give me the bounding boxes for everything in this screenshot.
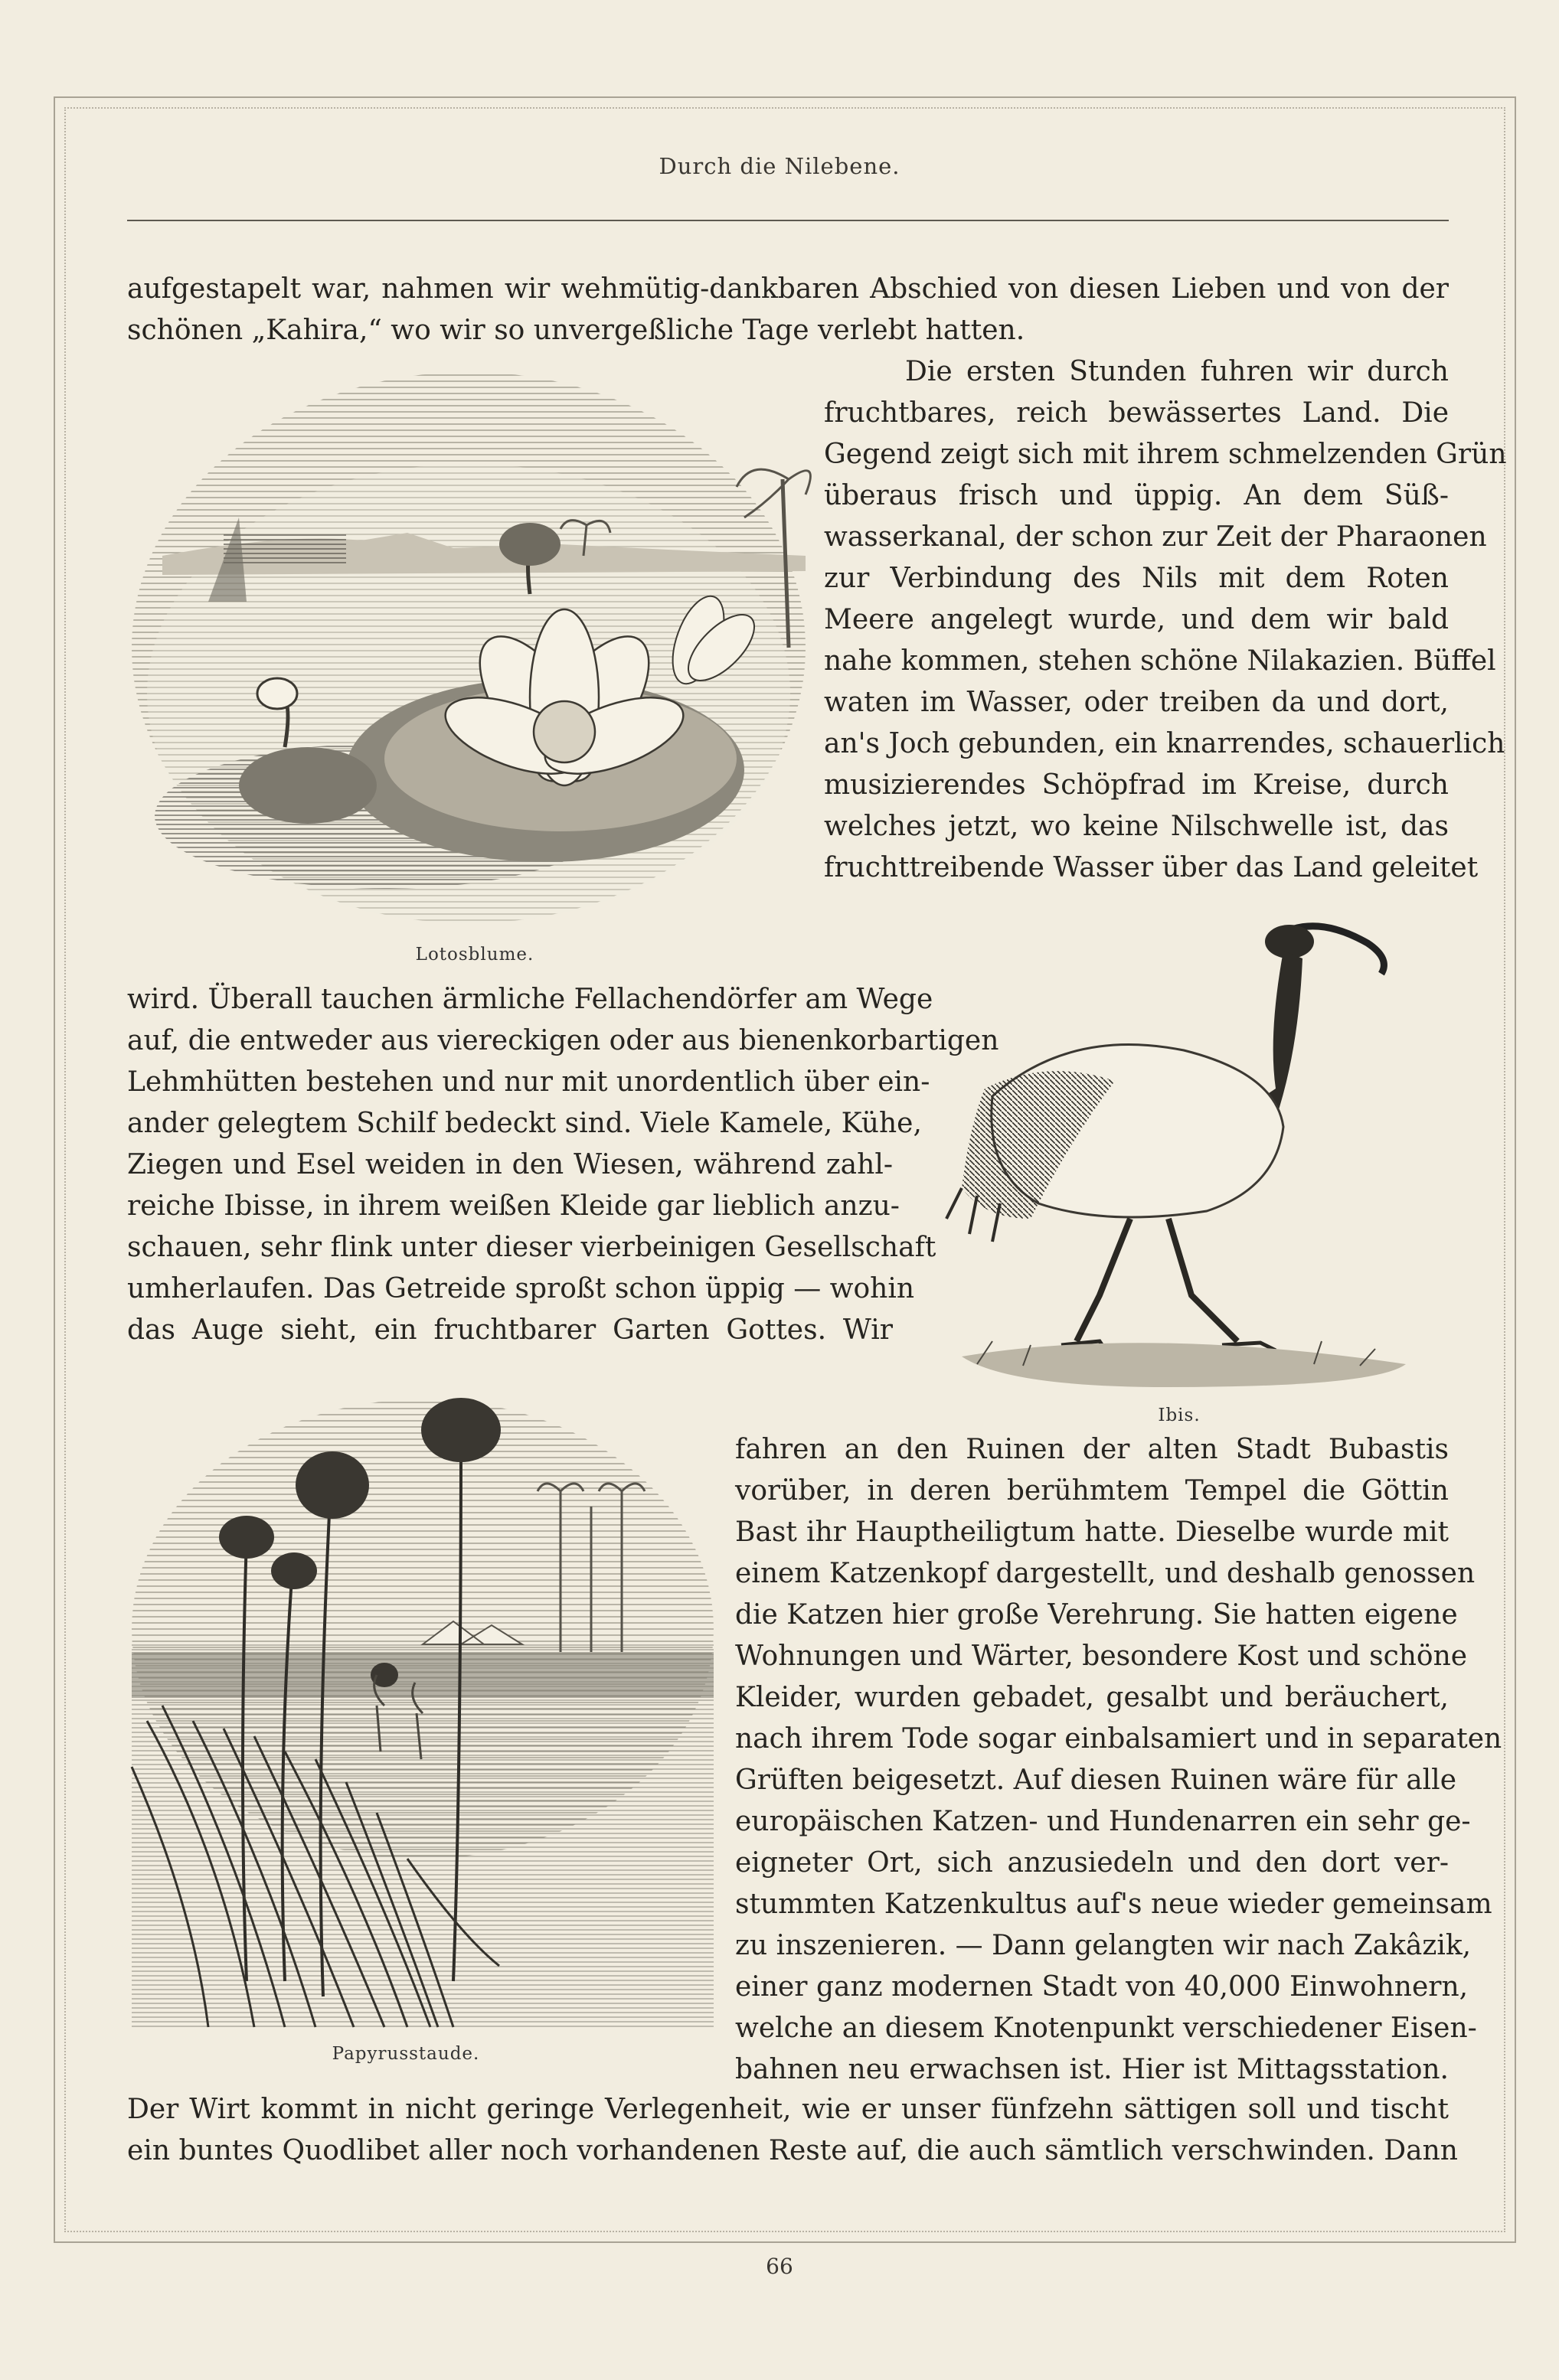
lotus-illustration — [132, 372, 815, 932]
text-line: welches jetzt, wo keine Nilschwelle ist, das — [824, 811, 1449, 842]
text-line: schönen „Kahira,“ wo wir so unvergeßliche Tage verlebt hatten. — [127, 315, 1025, 346]
text-line: einem Katzenkopf dargestellt, und deshalb genossen — [735, 1558, 1476, 1589]
text-line: überaus frisch und üppig. An dem Süß- — [824, 480, 1449, 511]
text-line: reiche Ibisse, in ihrem weißen Kleide gar lieblich anzu- — [127, 1190, 900, 1222]
text-line: umherlaufen. Das Getreide sproßt schon üppig — wohin — [127, 1273, 915, 1304]
text-line: Die ersten Stunden fuhren wir durch — [905, 356, 1449, 387]
text-line: Kleider, wurden gebadet, gesalbt und beräuchert, — [735, 1682, 1449, 1713]
text-line: zu inszenieren. — Dann gelangten wir nach Zakâzik, — [735, 1930, 1472, 1961]
text-line: die Katzen hier große Verehrung. Sie hatten eigene — [735, 1599, 1458, 1631]
text-line: Der Wirt kommt in nicht geringe Verlegenheit, wie er unser fünfzehn sättigen soll und tischt — [127, 2094, 1449, 2125]
text-line: bahnen neu erwachsen ist. Hier ist Mittagsstation. — [735, 2054, 1449, 2085]
text-line: wasserkanal, der schon zur Zeit der Pharaonen — [824, 521, 1487, 553]
text-line: Meere angelegt wurde, und dem wir bald — [824, 604, 1449, 635]
lotus-caption: Lotosblume. — [415, 945, 534, 965]
text-line: aufgestapelt war, nahmen wir wehmütig-dankbaren Abschied von diesen Lieben und von der — [127, 273, 1449, 305]
text-line: fahren an den Ruinen der alten Stadt Bubastis — [735, 1434, 1449, 1465]
text-line: europäischen Katzen- und Hundenarren ein sehr ge- — [735, 1806, 1471, 1837]
papyrus-caption: Papyrusstaude. — [332, 2044, 480, 2064]
text-line: stummten Katzenkultus auf's neue wieder gemeinsam — [735, 1889, 1492, 1920]
text-line: Wohnungen und Wärter, besondere Kost und schöne — [735, 1641, 1468, 1672]
ibis-illustration — [916, 897, 1421, 1402]
page-number: 66 — [766, 2254, 793, 2279]
text-line: nach ihrem Tode sogar einbalsamiert und in separaten — [735, 1723, 1502, 1755]
text-line: waten im Wasser, oder treiben da und dort, — [824, 687, 1449, 718]
text-line: ein buntes Quodlibet aller noch vorhandenen Reste auf, die auch sämtlich verschwinden. Dann — [127, 2135, 1458, 2166]
text-line: fruchtbares, reich bewässertes Land. Die — [824, 397, 1449, 429]
text-line: welche an diesem Knotenpunkt verschiedener Eisen- — [735, 2013, 1477, 2044]
text-line: schauen, sehr flink unter dieser vierbeinigen Gesellschaft — [127, 1232, 936, 1263]
text-line: Gegend zeigt sich mit ihrem schmelzenden Grün — [824, 439, 1507, 470]
text-line: einer ganz modernen Stadt von 40,000 Einwohnern, — [735, 1971, 1469, 2003]
text-line: Lehmhütten bestehen und nur mit unordentlich über ein- — [127, 1066, 930, 1098]
text-line: auf, die entweder aus viereckigen oder aus bienenkorbartigen — [127, 1025, 999, 1056]
text-line: eigneter Ort, sich anzusiedeln und den dort ver- — [735, 1847, 1449, 1879]
text-line: Ziegen und Esel weiden in den Wiesen, während zahl- — [127, 1149, 893, 1180]
text-line: nahe kommen, stehen schöne Nilakazien. Büffel — [824, 645, 1496, 677]
text-line: das Auge sieht, ein fruchtbarer Garten Gottes. Wir — [127, 1314, 893, 1346]
text-line: fruchttreibende Wasser über das Land geleitet — [824, 852, 1479, 883]
text-line: an's Joch gebunden, ein knarrendes, schauerlich — [824, 728, 1505, 759]
text-line: Grüften beigesetzt. Auf diesen Ruinen wäre für alle — [735, 1765, 1456, 1796]
text-line: zur Verbindung des Nils mit dem Roten — [824, 563, 1449, 594]
papyrus-illustration — [132, 1399, 714, 2039]
text-line: vorüber, in deren berühmtem Tempel die Göttin — [735, 1475, 1449, 1507]
text-line: ander gelegtem Schilf bedeckt sind. Viele Kamele, Kühe, — [127, 1108, 922, 1139]
text-line: Bast ihr Hauptheiligtum hatte. Dieselbe wurde mit — [735, 1516, 1449, 1548]
text-line: musizierendes Schöpfrad im Kreise, durch — [824, 769, 1449, 801]
ibis-caption: Ibis. — [1158, 1405, 1201, 1425]
text-line: wird. Überall tauchen ärmliche Fellachendörfer am Wege — [127, 984, 933, 1015]
running-head: Durch die Nilebene. — [659, 153, 900, 179]
header-rule — [127, 220, 1449, 221]
